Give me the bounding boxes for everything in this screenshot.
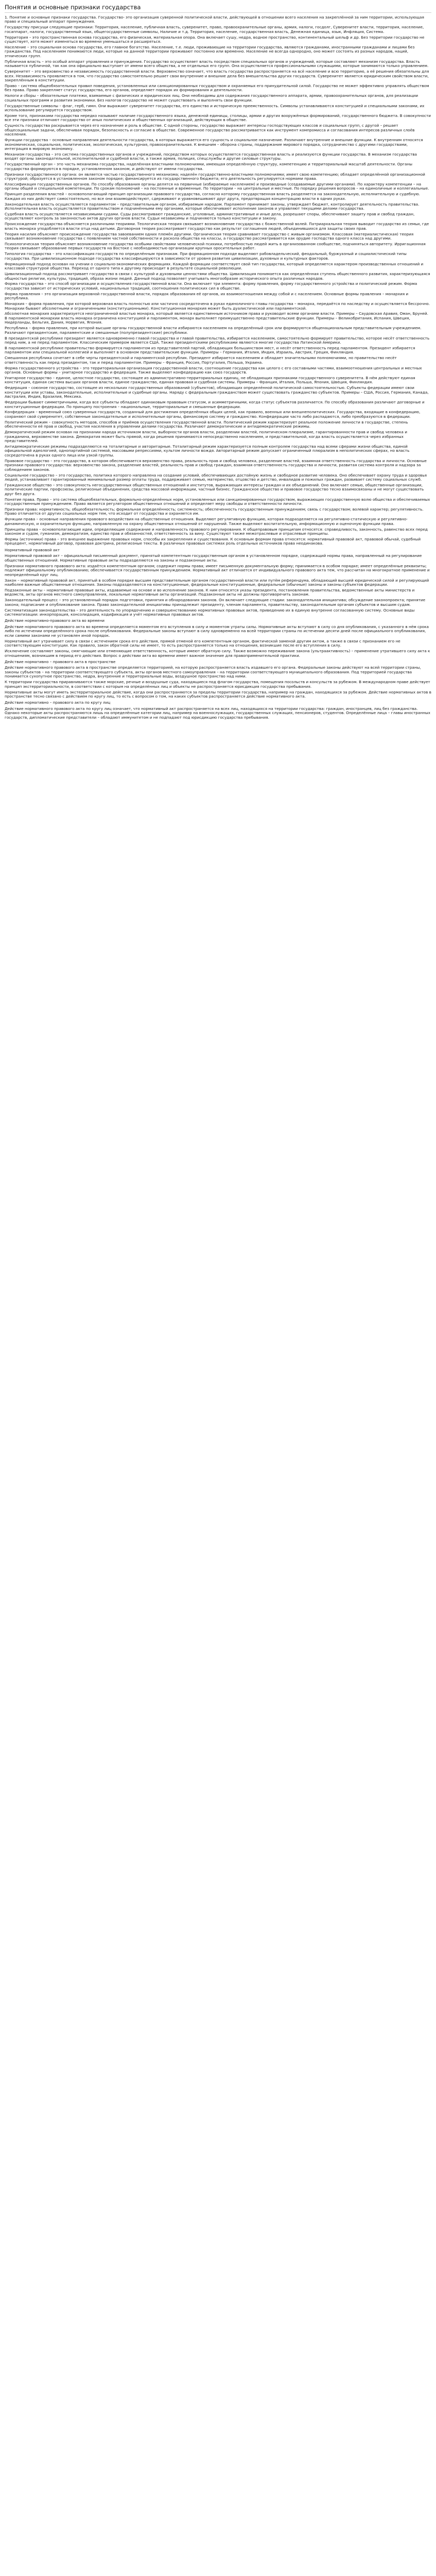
paragraph: Смешанная республика сочетает в себе черты президентской и парламентской республик. Президент избирается населением и обладает значительными полномочиями, но правительство несёт ответственность как перед президентом, так и перед парламентом. Примеры – Франция, Россия, Португалия, Польша, Украина. <box>5 355 397 365</box>
paragraph: К территории государства приравниваются также морские, речные и воздушные суда, находящиеся под флагом государства, помещения посольств и консульств за рубежом. В международном праве действует принцип экстерриториальности, в соответствии с которым на определённых лиц и объекты не распространяется юрисдикция государства пребывания. <box>5 680 430 689</box>
paragraph: Форма государства – это способ организации и осуществления государственной власти. Она включает три элемента: форму правления, форму государственного устройства и политический режим. Форма государства зависит от исторических условий, национальных традиций, соотношения политических сил в обществе. <box>5 281 417 291</box>
paragraph: Классификация государственных органов. По способу образования органы делятся на первичные (избираемые населением) и производные (создаваемые другими органами). По характеру компетенции – на органы общей и специальной компетенции. По срокам полномочий – на постоянные и временные. По территории – на центральные и местные. По порядку решения вопросов – на единоличные и коллегиальные. <box>5 181 429 191</box>
paragraph: Действие нормативного правового акта по кругу лиц означает, что нормативный акт распространяется на всех лиц, находящихся на территории государства: граждан, иностранцев, лиц без гражданства. Однако некоторые акты распространяются лишь на определённые категории лиц, например на военнослужащих, государственных служащих, пенсионеров, студентов. Определённые лица – главы иностранных государств, дипломатические представители – обладают иммунитетом и не подпадают под юрисдикцию государства пребывания. <box>5 706 430 720</box>
paragraph: Происхождение государства объясняется различными теориями. Теологическая теория связывает возникновение государства с божественной волей. Патриархальная теория выводит государство из семьи, где власть монарха уподобляется власти отца над детьми. Договорная теория рассматривает государство как результат соглашения людей, объединившихся для защиты своих прав. <box>5 222 429 231</box>
paragraph: Действие нормативного правового акта в пространстве определяется территорией, на которую распространяется власть издавшего его органа. Федеральные законы действуют на всей территории страны, законы субъектов – на территории соответствующего субъекта, акты органов местного самоуправления – на территории соответствующего муниципального образования. Под территорией государства понимается сухопутное пространство, недра, внутренние и территориальные воды, воздушное пространство над ними. <box>5 665 421 679</box>
paragraph: Функции права – основные направления правового воздействия на общественные отношения. Выделяют регулятивную функцию, которая подразделяется на регулятивно-статическую и регулятивно-динамическую, и охранительную функцию, направленную на охрану общественных отношений от нарушений. Также выделяют воспитательную, информационную и оценочную функции права. <box>5 517 408 526</box>
paragraph: Принцип разделения властей – основополагающий принцип организации правового государства, согласно которому государственная власть разделяется на законодательную, исполнительную и судебную. Каждая из них действует самостоятельно, но все они взаимодействуют, сдерживают и уравновешивают друг друга, предотвращая концентрацию власти в одних руках. <box>5 192 420 201</box>
paragraph: Сущность государства раскрывается через его назначение и роль в обществе. С одной стороны, государство выражает интересы господствующих классов и социальных групп, с другой – решает общесоциальные задачи, обеспечивая порядок, безопасность и согласие в обществе. Современное государство рассматривается как инструмент компромисса и согласования интересов различных слоёв населения. <box>5 123 415 137</box>
paragraph: Судебная власть осуществляется независимыми судами. Суды рассматривают гражданские, уголовные, административные и иные дела, разрешают споры, обеспечивают защиту прав и свобод граждан, осуществляют контроль за законностью актов других органов власти. Судьи независимы и подчиняются только конституции и закону. <box>5 212 415 221</box>
section-heading: Нормативный правовой акт <box>5 547 60 552</box>
page-title: Понятия и основные признаки государства <box>5 4 141 11</box>
paragraph: Функции государства – основные направления деятельности государства, в которых выражается его сущность и социальное назначение. Различают внутренние и внешние функции. К внутренним относятся экономическая, социальная, политическая, экологическая, культурная, правоохранительная. К внешним – оборона страны, поддержание мирового порядка, сотрудничество с другими государствами, интеграция в мировую экономику. <box>5 138 423 151</box>
paragraph: Государству присущи следующие признаки: Территория, население, публичная власть, суверенитет, право, правоохранительные органы, армия, налоги, госдолг, Суверенитет власти, территория, население, госаппарат, налоги, государственный язык, общегосударственные символы, Наличие и т.д. Территория, население, государственная власть, Денежная единица, язык, Инфляция, Система. <box>5 25 424 34</box>
paragraph: Форма правления – это организация верховной государственной власти, порядок образования её органов, их взаимоотношения между собой и с населением. Основные формы правления – монархия и республика. <box>5 291 409 301</box>
paragraph: Правовое государство – это государство, в котором обеспечивается верховенство права, реальность прав и свобод человека, разделение властей, взаимная ответственность государства и личности. Основные признаки правового государства: верховенство закона, разделение властей, реальность прав и свобод граждан, взаимная ответственность государства и личности, развитая система контроля и надзора за соблюдением законов. <box>5 458 427 472</box>
paragraph: Признаки нормативного правового акта: издаётся компетентным органом; содержит нормы права; имеет письменную документальную форму; принимается в особом порядке; имеет определённые реквизиты; подлежит официальному опубликованию; обеспечивается государственным принуждением. Нормативный акт отличается от индивидуального правового акта тем, что рассчитан на многократное применение и неопределённый круг лиц. <box>5 563 430 577</box>
paragraph: Абсолютная монархия характеризуется неограниченной властью монарха, который является единственным источником права и руководит всеми органами власти. Примеры – Саудовская Аравия, Оман, Бруней. В парламентской монархии власть монарха ограничена конституцией и парламентом, монарх выполняет преимущественно представительские функции. Примеры – Великобритания, Испания, Швеция, Нидерланды, Бельгия, Дания, Норвегия, Япония. <box>5 311 428 325</box>
paragraph: Кроме того, признаками государства нередко называют наличие государственного языка, денежной единицы, столицы, армии и других вооружённых формирований, государственного бюджета. В совокупности все эти признаки отличают государство от иных политических и общественных организаций, действующих в обществе. <box>5 113 431 123</box>
section-heading: Действие нормативно-правового акта во времени <box>5 618 105 623</box>
paragraph: Демократический режим основан на признании народа источником власти, выборности органов власти, разделении властей, политическом плюрализме, гарантированности прав и свобод человека и гражданина, верховенстве закона. Демократия может быть прямой, когда решения принимаются непосредственно населением, и представительной, когда власть осуществляется через избранных представителей. <box>5 430 407 444</box>
paragraph: Нормативный правовой акт – официальный письменный документ, принятый компетентным государственным органом в установленном порядке, содержащий нормы права, направленный на регулирование общественных отношений. Нормативные правовые акты подразделяются на законы и подзаконные акты. <box>5 553 422 563</box>
paragraph: Монархия – форма правления, при которой верховная власть полностью или частично сосредоточена в руках единоличного главы государства – монарха, передаётся по наследству и осуществляется бессрочно. Монархии бывают абсолютными и ограниченными (конституционными). Конституционная монархия может быть дуалистической или парламентской. <box>5 301 430 311</box>
paragraph: Нормативные акты могут иметь экстерриториальное действие, когда они распространяются за пределы территории государства, например на граждан, находящихся за рубежом. Действие нормативных актов в пространстве тесно связано с действием по кругу лиц, то есть с вопросом о том, на каких субъектов распространяется действие нормативного акта. <box>5 689 431 699</box>
paragraph: Законодательный процесс – это установленный порядок подготовки, принятия и обнародования законов. Он включает следующие стадии: законодательная инициатива; обсуждение законопроекта; принятие закона; подписание и опубликование закона. Право законодательной инициативы принадлежит президенту, членам парламента, правительству, законодательным органам субъектов и высшим судам. <box>5 598 426 607</box>
paragraph: Психологическая теория объясняет возникновение государства особыми свойствами человеческой психики, потребностью людей жить в организованном сообществе, подчиняться авторитету. Ирригационная теория связывает образование первых государств на Востоке с необходимостью организации крупных оросительных работ. <box>5 242 426 251</box>
paragraph: Действие нормативного правового акта во времени определяется моментом его вступления в силу и моментом утраты силы. Нормативные акты вступают в силу со дня опубликования, с указанного в нём срока либо по истечении определённого срока после опубликования. Федеральные законы вступают в силу одновременно на всей территории страны по истечении десяти дней после официального опубликования, если самими законами не установлен иной порядок. <box>5 624 429 638</box>
paragraph: В парламентской республике правительство формируется парламентом из представителей партий, обладающих большинством мест, и несёт ответственность перед парламентом. Президент избирается парламентом или специальной коллегией и выполняет в основном представительские функции. Примеры – Германия, Италия, Индия, Израиль, Австрия, Греция, Финляндия. <box>5 345 415 355</box>
paragraph: Механизм государства – это система государственных органов и учреждений, посредством которых осуществляется государственная власть и реализуются функции государства. В механизм государства входят органы законодательной, исполнительной и судебной власти, а также армия, полиция, спецслужбы и другие силовые структуры. <box>5 151 417 161</box>
paragraph: Признаки государственного органа: он является частью государственного механизма; наделён государственно-властными полномочиями; имеет свою компетенцию; обладает определённой организационной структурой; образуется в установленном законом порядке; финансируется из государственного бюджета; его деятельность регулируется нормами права. <box>5 172 425 181</box>
paragraph: Социальное государство – это государство, политика которого направлена на создание условий, обеспечивающих достойную жизнь и свободное развитие человека. Оно обеспечивает охрану труда и здоровья людей, устанавливает гарантированный минимальный размер оплаты труда, поддерживает семью, материнство, отцовство и детство, инвалидов и пожилых граждан, развивает систему социальных служб. <box>5 472 427 482</box>
paragraph: Законодательная власть осуществляется парламентом – представительным органом, избираемым народом. Парламент принимает законы, утверждает бюджет, контролирует деятельность правительства. Исполнительная власть осуществляется правительством и подчинёнными ему органами, которые обеспечивают исполнение законов и управляют текущими делами государства. <box>5 201 420 211</box>
paragraph: Федерации бывают симметричными, когда все субъекты обладают одинаковым правовым статусом, и асимметричными, когда статус субъектов различается. По способу образования различают договорные и конституционные федерации. По принципу построения – национальные, территориальные и смешанные федерации. <box>5 400 425 409</box>
paragraph: Федерация – союзное государство, состоящее из нескольких государственных образований (субъектов), обладающих определённой политической самостоятельностью. Субъекты федерации имеют свои конституции или уставы, законодательные, исполнительные и судебные органы. Наряду с федеральным гражданством может существовать гражданство субъектов. Примеры – США, Россия, Германия, Канада, Австралия, Индия, Бразилия, Мексика. <box>5 385 429 399</box>
paragraph: Формационный подход основан на учении о социально-экономических формациях. Каждой формации соответствует свой тип государства, который определяется характером производственных отношений и классовой структурой общества. Переход от одного типа к другому происходит в результате социальной революции. <box>5 261 424 271</box>
document <box>0 0 436 720</box>
paragraph: Гражданское общество – это совокупность негосударственных общественных отношений и институтов, выражающих интересы граждан и их объединений. Оно включает семью, общественные организации, политические партии, профсоюзы, религиозные объединения, средства массовой информации, частный бизнес. Гражданское общество и правовое государство тесно взаимосвязаны и не могут существовать друг без друга. <box>5 482 424 496</box>
paragraph: Признаки права: нормативность; общеобязательность; формальная определённость; системность; обеспеченность государственным принуждением; связь с государством; волевой характер; регулятивность. Право отличается от других социальных норм тем, что исходит от государства и охраняется им. <box>5 507 424 516</box>
paragraph: Формы (источники) права – это внешнее выражение правовых норм, способы их закрепления и существования. К основным формам права относятся: нормативный правовой акт, правовой обычай, судебный прецедент, нормативный договор, правовая доктрина, религиозные тексты. В различных правовых системах роль отдельных источников права неодинакова. <box>5 537 421 546</box>
paragraph: Налоги и сборы – обязательные платежи, взимаемые с физических и юридических лиц. Они необходимы для содержания государственного аппарата, армии, правоохранительных органов, для реализации социальных программ и развития экономики. Без налогов государство не может существовать и выполнять свои функции. <box>5 93 418 103</box>
paragraph: Население – это социальная основа государства, его главное богатство. Население, т.е. люди, проживающие на территории государства, являются гражданами, иностранными гражданами и лицами без гражданства. Под населением понимаются люди, которые на данной территории проживают постоянно или временно. Население не всегда однородно, оно может состоять из разных народов, наций, этнических групп. <box>5 45 415 58</box>
paragraph: В президентской республике президент является одновременно главой государства и главой правительства, избирается населением, самостоятельно формирует правительство, которое несёт ответственность перед ним, а не перед парламентом. Классическим примером является США. Также президентскими республиками являются многие государства Латинской Америки. <box>5 335 430 345</box>
paragraph: Конфедерация – временный союз суверенных государств, созданный для достижения определённых общих целей, как правило, военных или внешнеполитических. Государства, входящие в конфедерацию, сохраняют свой суверенитет, собственные законодательные и исполнительные органы, финансовую систему и гражданство. Конфедерации часто либо распадаются, либо преобразуются в федерации. <box>5 410 421 419</box>
paragraph: Право – система общеобязательных правил поведения, установленных или санкционированных государством и охраняемых его принудительной силой. Государство не может эффективно управлять обществом без права. Право закрепляет статус государства, его органов, определяет порядок их формирования и деятельности. <box>5 83 429 93</box>
paragraph: Суверенитет – это верховенство и независимость государственной власти. Верховенство означает, что власть государства распространяется на всё население и всю территорию, а её решения обязательны для всех. Независимость проявляется в том, что государство самостоятельно решает свои внутренние и внешние дела без вмешательства других государств. Суверенитет является юридическим свойством власти, закреплённым в конституции. <box>5 69 429 83</box>
section-heading: Действие нормативно – правового акта в пространстве <box>5 659 116 664</box>
paragraph: Унитарное государство – единое, целостное государство, состоящее из административно-территориальных единиц, не обладающих признаками государственного суверенитета. В нём действуют единая конституция, единая система высших органов власти, единое гражданство, единая правовая и судебная системы. Примеры – Франция, Италия, Польша, Япония, Швеция, Финляндия. <box>5 375 415 385</box>
paragraph: 1. Понятие и основные признаки государства. Государство- это организация суверенной политической власти, действующей в отношении всего населения на закреплённой за ним территории, использующая право и специальный аппарат принуждения. <box>5 15 424 24</box>
paragraph: Подзаконные акты – нормативные правовые акты, издаваемые на основе и во исполнение законов. К ним относятся указы президента, постановления правительства, ведомственные акты министерств и ведомств, акты органов местного самоуправления, локальные нормативные акты организаций. Подзаконные акты не должны противоречить законам. <box>5 587 415 597</box>
paragraph: Политический режим – совокупность методов, способов и приёмов осуществления государственной власти. Политический режим характеризует реальное положение личности в государстве, степень обеспеченности её прав и свобод, участия населения в управлении делами государства. Различают демократические и антидемократические режимы. <box>5 419 408 429</box>
paragraph: Антидемократические режимы подразделяются на тоталитарные и авторитарные. Тоталитарный режим характеризуется полным контролем государства над всеми сферами жизни общества, единой официальной идеологией, однопартийной системой, массовыми репрессиями, культом личности вождя. Авторитарный режим допускает ограниченный плюрализм в неполитических сферах, но власть сосредоточена в руках одного лица или узкой группы. <box>5 444 410 457</box>
paragraph: Закон – нормативный правовой акт, принятый в особом порядке высшим представительным органом государственной власти или путём референдума, обладающий высшей юридической силой и регулирующий наиболее важные общественные отношения. Законы подразделяются на конституционные, федеральные конституционные, федеральные (обычные) законы и законы субъектов федерации. <box>5 578 429 587</box>
paragraph: Территория – это пространственная основа государства, его физическая, материальная опора. Она включает сушу, недра, водное пространство, континентальный шельф и др. Без территории государство не существует, хотя может изменяться во времени уменьшаться и расширяться. <box>5 35 425 44</box>
title-divider <box>5 12 431 13</box>
section-heading: Действие нормативно – правового акта по кругу лиц <box>5 700 111 705</box>
paragraph: Теория насилия объясняет происхождение государства завоеванием одних племён другими. Органическая теория сравнивает государство с живым организмом. Классовая (материалистическая) теория связывает возникновение государства с появлением частной собственности и раскола общества на классы, а государство рассматривается как орудие господства одного класса над другими. <box>5 231 414 241</box>
paragraph: Цивилизационный подход рассматривает государство в связи с культурой и духовными ценностями общества. Цивилизация понимается как определённая ступень общественного развития, характеризующаяся общностью религии, культуры, традиций, образа жизни людей. Данный подход позволяет учитывать многообразие исторического опыта различных народов. <box>5 272 430 281</box>
paragraph: Систематизация законодательства – это деятельность по упорядочению и совершенствованию нормативных правовых актов, приведению их в единую внутренне согласованную систему. Основные виды систематизации: инкорпорация, консолидация, кодификация и учёт нормативных правовых актов. <box>5 607 415 617</box>
document-body <box>5 15 431 720</box>
paragraph: Публичная власть – это особый аппарат управления и принуждения. Государство осуществляет власть посредством специальных органов и учреждений, которые составляют механизм государства. Власть называется публичной, так как она официально выступает от имени всего общества, а не отдельных его групп. Она осуществляется профессиональными служащими, которые занимаются только управлением. <box>5 59 429 69</box>
paragraph: Типология государства – это классификация государств по определённым признакам. При формационном подходе выделяют рабовладельческий, феодальный, буржуазный и социалистический типы государства. При цивилизационном подходе государства классифицируются в зависимости от уровня развития цивилизации, духовных и культурных факторов. <box>5 251 407 261</box>
paragraph: Нормативный акт утрачивает силу в связи с истечением срока его действия, прямой отменой его компетентным органом, фактической заменой другим актом, а также в связи с признанием его не соответствующим конституции. Как правило, закон обратной силы не имеет, то есть распространяется только на отношения, возникшие после его вступления в силу. <box>5 638 400 648</box>
paragraph: Исключение составляют законы, смягчающие или отменяющие ответственность, которые имеют обратную силу. Также возможно переживание закона (ультраактивность) – применение утратившего силу акта к отношениям, возникшим в период его действия. Вопрос о действии акта во времени имеет важное значение для правоприменительной практики. <box>5 649 430 658</box>
paragraph: Государственный орган – это часть механизма государства, наделённая властными полномочиями, имеющая определённую структуру, компетенцию и территориальный масштаб деятельности. Органы государства формируются в порядке, установленном законом, и действуют от имени государства. <box>5 162 413 171</box>
paragraph: Республика – форма правления, при которой высшие органы государственной власти избираются населением на определённый срок или формируются общенациональным представительным учреждением. Различают президентские, парламентские и смешанные (полупрезидентские) республики. <box>5 326 422 335</box>
paragraph: Государственные символы – флаг, герб, гимн. Они выражают суверенитет государства, его единство и историческую преемственность. Символы устанавливаются конституцией и специальными законами, их использование регулируется государством. <box>5 103 425 113</box>
paragraph: Понятие права. Право – это система общеобязательных, формально-определённых норм, установленных или санкционированных государством, выражающих государственную волю общества и обеспечиваемых государственным принуждением. Право является регулятором общественных отношений и определяет меру свободы и ответственности личности. <box>5 497 430 506</box>
paragraph: Принципы права – основополагающие идеи, определяющие содержание и направленность правового регулирования. К общеправовым принципам относятся: справедливость, законность, равенство всех перед законом и судом, гуманизм, демократизм, единство прав и обязанностей, ответственность за вину. Существуют также межотраслевые и отраслевые принципы. <box>5 527 428 536</box>
paragraph: Форма государственного устройства – это территориальная организация государственной власти, соотношение государства как целого с его составными частями, взаимоотношения центральных и местных органов. Основные формы – унитарное государство и федерация. Также выделяют конфедерацию как союз государств. <box>5 365 422 375</box>
